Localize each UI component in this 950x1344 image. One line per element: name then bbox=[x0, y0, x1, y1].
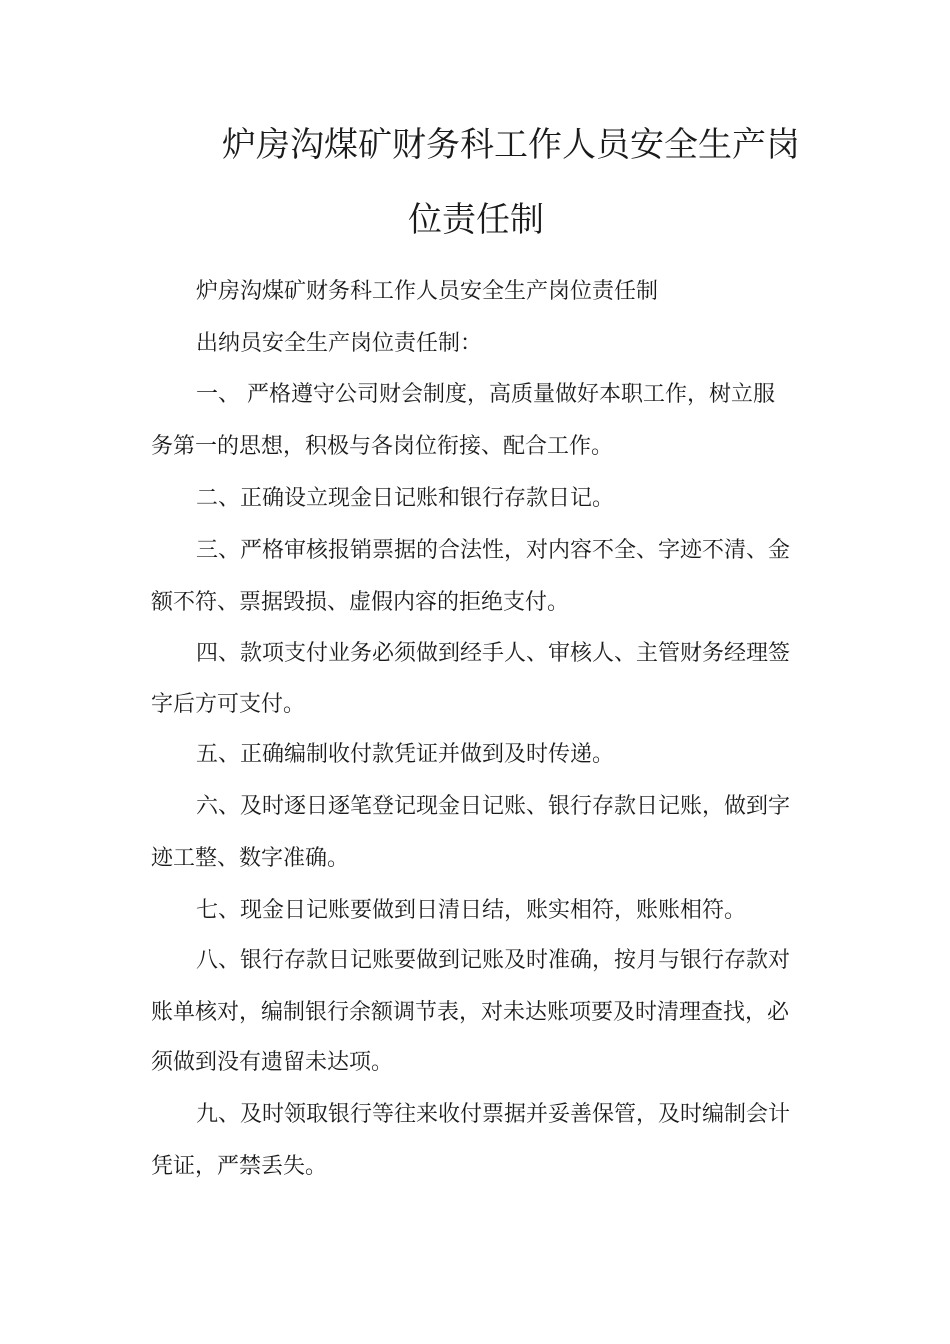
clause-4-line-1: 四、款项支付业务必须做到经手人、审核人、主管财务经理签 bbox=[196, 641, 791, 666]
clause-8-line-3: 须做到没有遗留未达项。 bbox=[151, 1050, 394, 1075]
section-heading: 出纳员安全生产岗位责任制： bbox=[196, 331, 483, 356]
clause-9-line-1: 九、及时领取银行等往来收付票据并妥善保管，及时编制会计 bbox=[196, 1102, 791, 1127]
clause-4-line-2: 字后方可支付。 bbox=[151, 692, 306, 717]
clause-8-line-2: 账单核对，编制银行余额调节表，对未达账项要及时清理查找，必 bbox=[151, 1000, 790, 1025]
clause-1-line-1: 一、 严格遵守公司财会制度，高质量做好本职工作，树立服 bbox=[196, 382, 775, 407]
clause-8-line-1: 八、银行存款日记账要做到记账及时准确，按月与银行存款对 bbox=[196, 948, 791, 973]
subtitle-line: 炉房沟煤矿财务科工作人员安全生产岗位责任制 bbox=[196, 279, 659, 304]
clause-6-line-1: 六、及时逐日逐笔登记现金日记账、银行存款日记账，做到字 bbox=[196, 794, 791, 819]
clause-7-line-1: 七、现金日记账要做到日清日结，账实相符，账账相符。 bbox=[196, 898, 747, 923]
document-title-line-2: 位责任制 bbox=[408, 200, 544, 240]
clause-5-line-1: 五、正确编制收付款凭证并做到及时传递。 bbox=[196, 742, 615, 767]
clause-6-line-2: 迹工整、数字准确。 bbox=[151, 846, 350, 871]
clause-2-line-1: 二、正确设立现金日记账和银行存款日记。 bbox=[196, 486, 615, 511]
clause-9-line-2: 凭证，严禁丢失。 bbox=[151, 1154, 328, 1179]
clause-3-line-1: 三、严格审核报销票据的合法性，对内容不全、字迹不清、金 bbox=[196, 538, 791, 563]
clause-1-line-2: 务第一的思想，积极与各岗位衔接、配合工作。 bbox=[151, 434, 614, 459]
clause-3-line-2: 额不符、票据毁损、虚假内容的拒绝支付。 bbox=[151, 590, 570, 615]
document-title-line-1: 炉房沟煤矿财务科工作人员安全生产岗 bbox=[222, 125, 800, 165]
